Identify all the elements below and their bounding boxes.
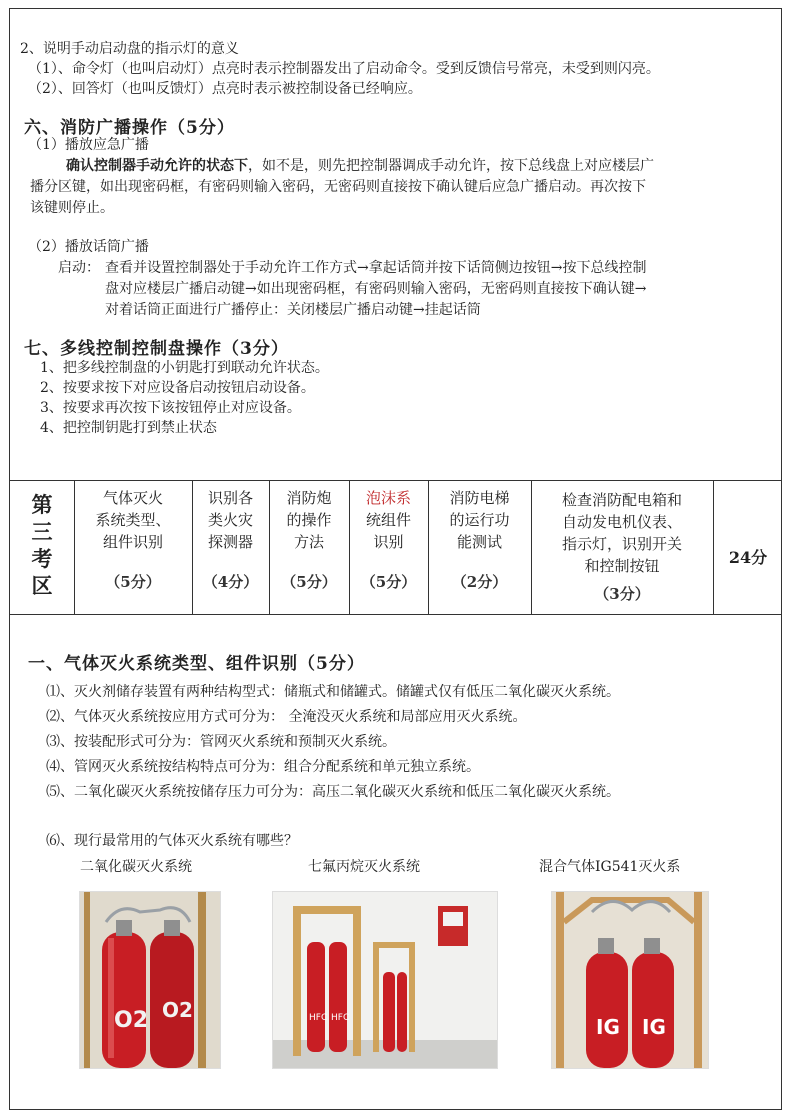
col-fire-monitor <box>269 487 349 593</box>
cylinder-label: IG <box>642 1015 666 1039</box>
cell-line: 类火灾 <box>207 511 253 529</box>
cell-line: 组件识别 <box>102 533 163 551</box>
gas-item-2: ⑵、气体灭火系统按应用方式可分为： 全淹没灭火系统和局部应用灭火系统。 <box>46 709 527 725</box>
total-score: 24分 <box>728 548 768 567</box>
emergency-broadcast-line-2: 播分区键，如出现密码框，有密码则输入密码，无密码则直接按下确认键后应急广播启动。再次按下 <box>30 179 646 195</box>
command-lamp-text: （1）、命令灯（也叫启动灯）点亮时表示控制器发出了启动命令。受到反馈信号常亮，未受到则闪亮。 <box>28 61 660 77</box>
cylinder-label: IG <box>596 1015 620 1039</box>
exam-area-char: 区 <box>31 573 53 598</box>
cell-line: 的运行功 <box>449 511 510 529</box>
gas-item-5: ⑸、二氧化碳灭火系统按储存压力可分为：高压二氧化碳灭火系统和低压二氧化碳灭火系统。 <box>46 784 620 800</box>
cell-score: （5分） <box>281 573 337 591</box>
cell-line: 识别 <box>373 533 404 551</box>
answer-lamp-text: （2）、回答灯（也叫反馈灯）点亮时表示被控制设备已经响应。 <box>28 81 422 97</box>
cylinder-label: HFC <box>309 1013 328 1023</box>
cell-line: 识别各 <box>207 489 253 507</box>
cell-line: 指示灯，识别开关 <box>561 535 682 553</box>
cell-score: （5分） <box>105 573 161 591</box>
document-page <box>9 8 782 1110</box>
emergency-broadcast-line-1 <box>66 156 654 176</box>
cell-line: 气体灭火 <box>102 489 163 507</box>
cylinder-label: HFC <box>331 1013 350 1023</box>
multiline-step-1: 1、把多线控制盘的小钥匙打到联动允许状态。 <box>40 360 329 376</box>
multiline-step-4: 4、把控制钥匙打到禁止状态 <box>40 420 217 436</box>
exam-area-char: 第 <box>31 492 53 517</box>
cylinder-label: O2 <box>114 1008 149 1033</box>
exam-area-char: 考 <box>31 546 53 571</box>
cell-score: （3分） <box>594 585 650 603</box>
section-7-title: 七、多线控制控制盘操作（3分） <box>24 339 289 359</box>
cell-line: 和控制按钮 <box>584 557 660 575</box>
mic-broadcast-line-3: 对着话筒正面进行广播停止：关闭楼层广播启动键→挂起话筒 <box>105 302 481 318</box>
mic-start-label: 启动： <box>58 260 100 276</box>
cell-line: 系统类型、 <box>95 511 171 529</box>
exam-area-char: 三 <box>31 519 53 544</box>
emergency-broadcast-heading: （1）播放应急广播 <box>28 137 149 153</box>
table-bottom-border <box>10 614 781 615</box>
gas-item-1: ⑴、灭火剂储存装置有两种结构型式：储瓶式和储罐式。储罐式仅有低压二氧化碳灭火系统。 <box>46 684 620 700</box>
col-power-box <box>531 489 713 605</box>
cell-line: 消防电梯 <box>449 489 510 507</box>
gas-item-6: ⑹、现行最常用的气体灭火系统有哪些？ <box>46 833 298 849</box>
emergency-broadcast-rest: ，如不是，则先把控制器调成手动允许，按下总线盘上对应楼层广 <box>248 158 654 174</box>
mic-broadcast-line-1: 查看并设置控制器处于手动允许工作方式→拿起话筒并按下话筒侧边按钮→按下总线控制 <box>105 260 647 276</box>
section-6-title: 六、消防广播操作（5分） <box>24 118 235 138</box>
cell-score: （2分） <box>451 573 508 591</box>
cell-score: （4分） <box>202 573 259 591</box>
gas-section-title: 一、气体灭火系统类型、组件识别（5分） <box>28 654 365 674</box>
mic-broadcast-heading: （2）播放话筒广播 <box>28 239 149 255</box>
multiline-step-2: 2、按要求按下对应设备启动按钮启动设备。 <box>40 380 315 396</box>
cell-line: 检查消防配电箱和 <box>561 491 682 509</box>
ig541-system-photo <box>551 891 709 1069</box>
cell-line: 消防炮 <box>286 489 332 507</box>
cell-line: 能测试 <box>456 533 502 551</box>
cell-line: 自动发电机仪表、 <box>561 513 682 531</box>
caption-ig541: 混合气体IG541灭火系 <box>539 859 681 875</box>
col-foam-system <box>349 487 428 593</box>
emergency-broadcast-line-3: 该键则停止。 <box>30 200 114 216</box>
cell-score: （5分） <box>360 573 417 591</box>
emergency-broadcast-bold: 确认控制器手动允许的状态下 <box>66 158 248 174</box>
caption-hfc: 七氟丙烷灭火系统 <box>308 859 420 875</box>
cell-line: 统组件 <box>365 511 411 529</box>
cell-line: 泡沫系 <box>365 489 411 507</box>
mic-broadcast-line-2: 盘对应楼层广播启动键→如出现密码框，有密码则输入密码，无密码则直接按下确认键→ <box>105 281 647 297</box>
cell-line: 方法 <box>293 533 324 551</box>
gas-item-4: ⑷、管网灭火系统按结构特点可分为：组合分配系统和单元独立系统。 <box>46 759 480 775</box>
col-fire-elevator <box>428 487 531 593</box>
indicator-question: 2、说明手动启动盘的指示灯的意义 <box>20 41 239 57</box>
hfc-system-photo <box>272 891 498 1069</box>
cell-line: 探测器 <box>207 533 253 551</box>
co2-system-photo <box>79 891 221 1069</box>
gas-item-3: ⑶、按装配形式可分为：管网灭火系统和预制灭火系统。 <box>46 734 396 750</box>
cell-line: 的操作 <box>286 511 332 529</box>
cylinder-label: O2 <box>162 998 193 1022</box>
col-detectors <box>192 487 269 593</box>
caption-co2: 二氧化碳灭火系统 <box>80 859 192 875</box>
multiline-step-3: 3、按要求再次按下该按钮停止对应设备。 <box>40 400 301 416</box>
exam-area-label <box>10 491 74 599</box>
table-top-border <box>10 480 781 481</box>
col-gas-system <box>74 487 192 593</box>
